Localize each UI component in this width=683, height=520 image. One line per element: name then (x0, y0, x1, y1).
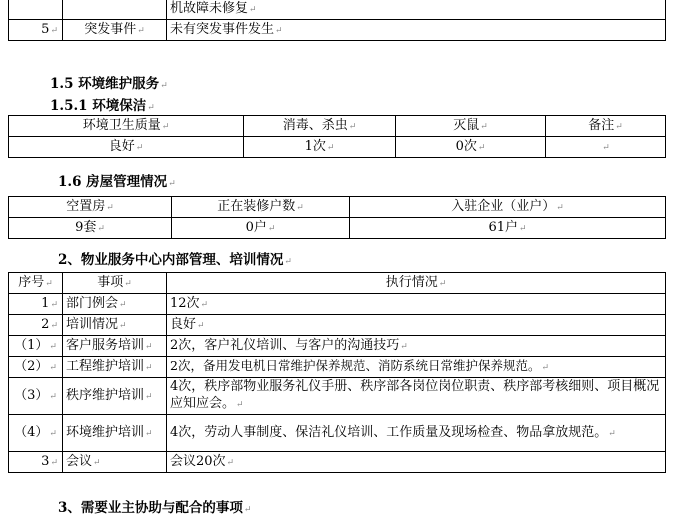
heading-1-6: 1.6 房屋管理情况↵ (58, 174, 176, 190)
header-cell: 正在装修户数↵ (172, 197, 350, 218)
cell: ↵ (546, 137, 666, 158)
cell-item: 突发事件↵ (63, 20, 167, 41)
cell-item (63, 0, 167, 20)
cell-item: 环境维护培训↵ (63, 415, 167, 452)
cell-no: （2）↵ (9, 357, 63, 378)
cell-status: 机故障未修复↵ (167, 0, 666, 20)
training-table (8, 272, 666, 473)
header-cell: 入驻企业（业户）↵ (350, 197, 666, 218)
table-row (9, 415, 666, 452)
header-cell: 序号↵ (9, 273, 63, 294)
table-row (9, 315, 666, 336)
cell-status: 未有突发事件发生↵ (167, 20, 666, 41)
cell-detail: 2次，备用发电机日常维护保养规范、消防系统日常维护保养规范。↵ (167, 357, 666, 378)
table-row (9, 294, 666, 315)
table-row (9, 357, 666, 378)
cell-detail: 4次，秩序部物业服务礼仪手册、秩序部各岗位岗位职责、秩序部考核细则、项目概况应知应会。↵ (167, 378, 666, 415)
cell-detail: 2次，客户礼仪培训、与客户的沟通技巧↵ (167, 336, 666, 357)
table-row (9, 336, 666, 357)
cell-detail: 会议20次↵ (167, 452, 666, 473)
cell-detail: 12次↵ (167, 294, 666, 315)
table-header-row (9, 116, 666, 137)
cell-item: 培训情况↵ (63, 315, 167, 336)
cell: 1次↵ (244, 137, 396, 158)
table-row (9, 218, 666, 239)
cell-no: （3）↵ (9, 378, 63, 415)
cell: 0户↵ (172, 218, 350, 239)
table-row (9, 137, 666, 158)
cell-no: 1↵ (9, 294, 63, 315)
incident-table (8, 0, 666, 41)
heading-1-5-1: 1.5.1 环境保洁↵ (50, 98, 155, 114)
cell: 0次↵ (396, 137, 546, 158)
cell-item: 客户服务培训↵ (63, 336, 167, 357)
cell-no (9, 0, 63, 20)
header-cell: 环境卫生质量↵ (9, 116, 244, 137)
table-row (9, 20, 666, 41)
heading-2: 2、物业服务中心内部管理、培训情况↵ (58, 252, 292, 268)
header-cell: 灭鼠↵ (396, 116, 546, 137)
cell-no: 2↵ (9, 315, 63, 336)
cell-item: 工程维护培训↵ (63, 357, 167, 378)
header-cell: 执行情况↵ (167, 273, 666, 294)
cell: 良好↵ (9, 137, 244, 158)
table-row (9, 0, 666, 20)
cell-detail: 良好↵ (167, 315, 666, 336)
cleaning-table (8, 115, 666, 158)
heading-1-5: 1.5 环境维护服务↵ (50, 76, 168, 92)
header-cell: 备注↵ (546, 116, 666, 137)
cell-no: （1）↵ (9, 336, 63, 357)
housing-table (8, 196, 666, 239)
heading-3: 3、需要业主协助与配合的事项↵ (58, 500, 252, 516)
table-header-row (9, 273, 666, 294)
table-row (9, 378, 666, 415)
header-cell: 空置房↵ (9, 197, 172, 218)
cell: 61户↵ (350, 218, 666, 239)
header-cell: 消毒、杀虫↵ (244, 116, 396, 137)
cell: 9套↵ (9, 218, 172, 239)
header-cell: 事项↵ (63, 273, 167, 294)
cell-item: 部门例会↵ (63, 294, 167, 315)
cell-no: （4）↵ (9, 415, 63, 452)
cell-item: 会议↵ (63, 452, 167, 473)
cell-no: 3↵ (9, 452, 63, 473)
table-row (9, 452, 666, 473)
cell-no: 5↵ (9, 20, 63, 41)
cell-item: 秩序维护培训↵ (63, 378, 167, 415)
table-header-row (9, 197, 666, 218)
cell-detail: 4次，劳动人事制度、保洁礼仪培训、工作质量及现场检查、物品拿放规范。↵ (167, 415, 666, 452)
